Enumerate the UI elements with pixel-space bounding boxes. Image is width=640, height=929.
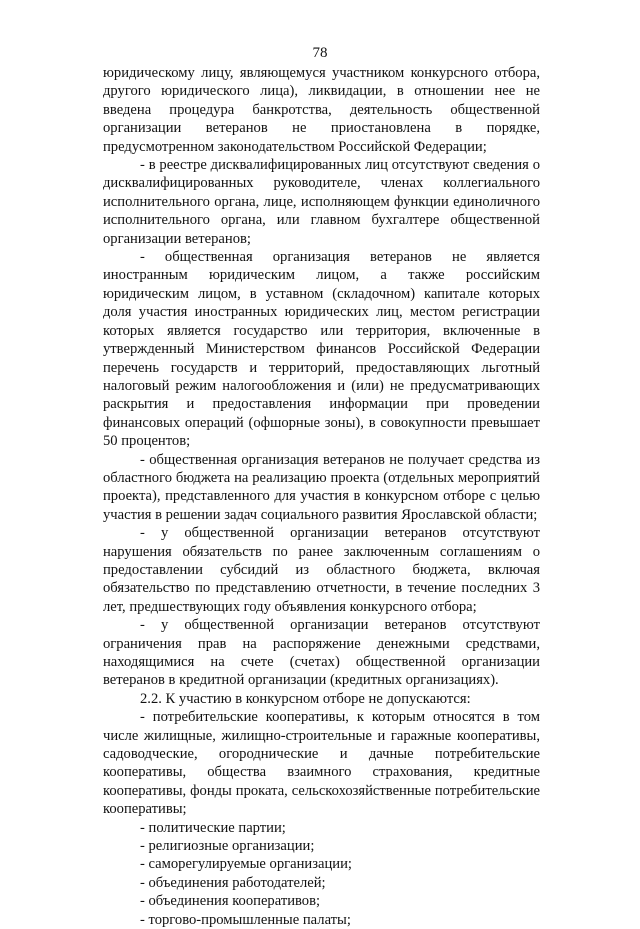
paragraph-account-restrictions: - у общественной организации ветеранов отсутствуют ограничения прав на распоряжение денежными средствами, находящимися на счете (счетах) общественной организации ветеранов в кредитной организации (кредитных организациях). bbox=[103, 617, 540, 689]
list-item-cooperative-associations: - объединения кооперативов; bbox=[140, 893, 321, 910]
list-item-employer-associations: - объединения работодателей; bbox=[140, 874, 326, 891]
list-item-religious-organizations: - религиозные организации; bbox=[140, 838, 315, 855]
paragraph-disqualified-persons: - в реестре дисквалифицированных лиц отсутствуют сведения о дисквалифицированных руководителе, членах коллегиального исполнительного органа, лице, исполняющем функции единоличного исполнительного органа, или главном бухгалтере общественной организации ветеранов; bbox=[103, 157, 540, 247]
list-item-consumer-cooperatives: - потребительские кооперативы, к которым относятся в том числе жилищные, жилищно-строительные и гаражные кооперативы, садоводческие, огороднические и дачные потребительские кооперативы, общества взаимного страхования, кредитные кооперативы, фонды проката, сельскохозяйственные потребительские кооперативы; bbox=[103, 709, 540, 818]
paragraph-foreign-entity: - общественная организация ветеранов не является иностранным юридическим лицом, а также российским юридическим лицом, в уставном (складочном) капитале которых доля участия иностранных юридических лиц, местом регистрации которых является государство или территория, включенные в утвержденный Министерством финансов Российской Федерации перечень государств и территорий, предоставляющих льготный налоговый режим налогообложения и (или) не предусматривающих раскрытия и предоставления информации при проведении финансовых операций (офшорные зоны), в совокупности превышает 50 процентов; bbox=[103, 249, 540, 450]
page-number: 78 bbox=[312, 45, 328, 61]
paragraph-regional-budget: - общественная организация ветеранов не получает средства из областного бюджета на реализацию проекта (отдельных мероприятий проекта), представленного для участия в конкурсном отборе с целью участия в решении задач социального развития Ярославской области; bbox=[103, 451, 540, 523]
section-heading-2-2: 2.2. К участию в конкурсном отборе не допускаются: bbox=[140, 690, 471, 707]
list-item-chambers-of-commerce: - торгово-промышленные палаты; bbox=[140, 911, 351, 928]
paragraph-obligations: - у общественной организации ветеранов отсутствуют нарушения обязательств по ранее заключенным соглашениям о предоставлении субсидий из областного бюджета, включая обязательство по представлению отчетности, в течение последних 3 лет, предшествующих году объявления конкурсного отбора; bbox=[103, 525, 540, 615]
list-item-political-parties: - политические партии; bbox=[140, 819, 286, 836]
paragraph-continuation: юридическому лицу, являющемуся участником конкурсного отбора, другого юридического лица), ликвидации, в отношении нее не введена процедура банкротства, деятельность общественной организации ветеранов не приостановлена в порядке, предусмотренном законодательством Российской Федерации; bbox=[103, 65, 540, 155]
document-body bbox=[103, 64, 540, 929]
list-item-self-regulatory-organizations: - саморегулируемые организации; bbox=[140, 856, 352, 873]
